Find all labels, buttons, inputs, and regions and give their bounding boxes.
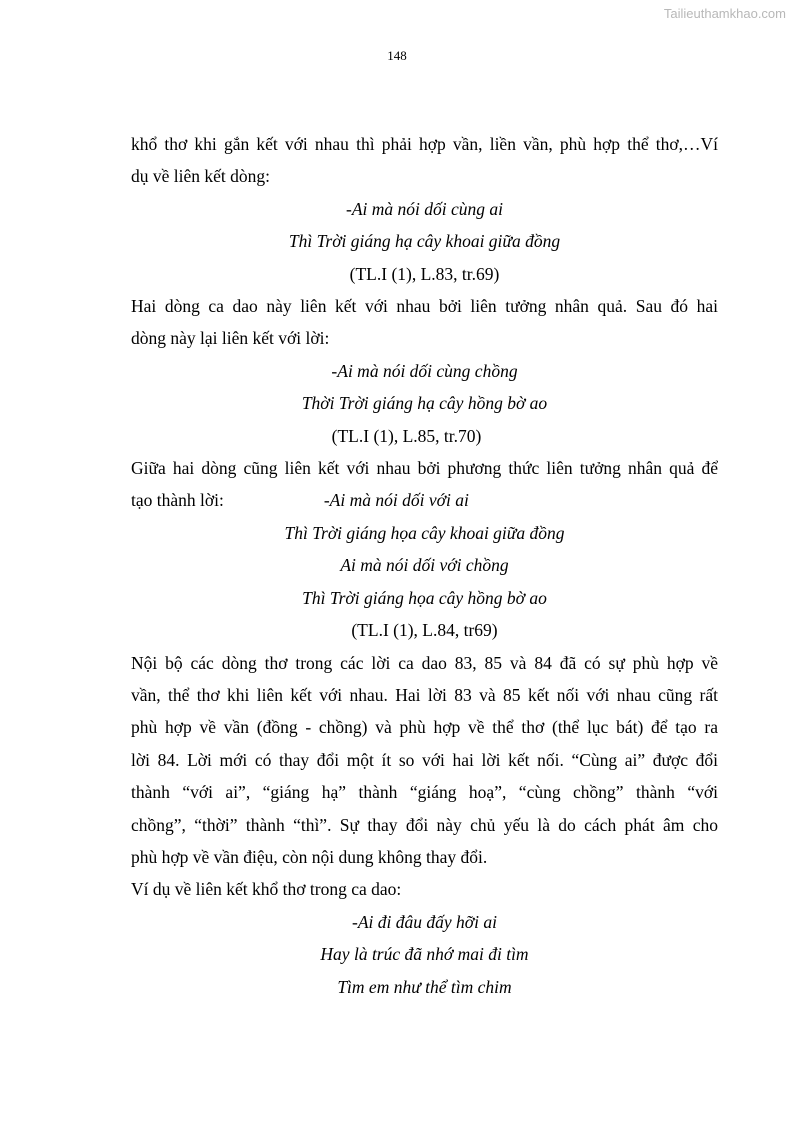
- document-body: [131, 128, 718, 1003]
- paragraph-line-with-verse: [131, 484, 718, 516]
- page-number: 148: [387, 48, 407, 63]
- paragraph-line: Ví dụ về liên kết khổ thơ trong ca dao:: [131, 879, 402, 900]
- verse-line: -Ai mà nói dối cùng chồng: [331, 360, 518, 381]
- paragraph-line: Nội bộ các dòng thơ trong các lời ca dao 83, 85 và 84 đã có sự phù hợp về: [131, 652, 718, 673]
- citation: (TL.I (1), L.85, tr.70): [331, 425, 482, 446]
- verse-line: Tìm em như thể tìm chim: [337, 976, 512, 997]
- verse-line: Ai mà nói dối với chồng: [340, 555, 509, 576]
- paragraph-text: tạo thành lời:: [131, 490, 224, 511]
- verse-line: Thời Trời giáng hạ cây hồng bờ ao: [301, 393, 548, 414]
- paragraph-line: chồng”, “thời” thành “thì”. Sự thay đổi này chủ yếu là do cách phát âm cho: [131, 814, 718, 835]
- verse-line: -Ai đi đâu đấy hỡi ai: [352, 911, 497, 932]
- paragraph-line: dòng này lại liên kết với lời:: [131, 328, 330, 349]
- verse-line: -Ai mà nói dối với ai: [323, 490, 469, 511]
- paragraph-line: lời 84. Lời mới có thay đổi một ít so với hai lời kết nối. “Cùng ai” được đổi: [131, 749, 718, 770]
- paragraph-line: thành “với ai”, “giáng hạ” thành “giáng hoạ”, “cùng chồng” thành “với: [131, 782, 718, 803]
- paragraph-line: phù hợp về vần (đồng - chồng) và phù hợp về thể thơ (thể lục bát) để tạo ra: [131, 717, 718, 738]
- verse-line: Thì Trời giáng hạ cây khoai giữa đồng: [288, 231, 561, 252]
- paragraph-line: Hai dòng ca dao này liên kết với nhau bởi liên tưởng nhân quả. Sau đó hai: [131, 296, 718, 317]
- paragraph-line: Giữa hai dòng cũng liên kết với nhau bởi phương thức liên tưởng nhân quả để: [131, 458, 718, 479]
- verse-line: Thì Trời giáng họa cây hồng bờ ao: [302, 587, 547, 608]
- citation: (TL.I (1), L.83, tr.69): [349, 263, 500, 284]
- paragraph-line: vần, thể thơ khi liên kết với nhau. Hai lời 83 và 85 kết nối với nhau cũng rất: [131, 684, 718, 705]
- verse-line: Thì Trời giáng họa cây khoai giữa đồng: [284, 522, 565, 543]
- verse-line: -Ai mà nói dối cùng ai: [346, 198, 503, 219]
- verse-line: Hay là trúc đã nhớ mai đi tìm: [320, 944, 529, 965]
- watermark: Tailieuthamkhao.com: [663, 6, 786, 21]
- paragraph-line: dụ về liên kết dòng:: [131, 166, 271, 187]
- citation: (TL.I (1), L.84, tr69): [351, 620, 498, 641]
- paragraph-line: phù hợp về vần điệu, còn nội dung không thay đổi.: [131, 846, 488, 867]
- paragraph-line: khổ thơ khi gắn kết với nhau thì phải hợp vần, liền vần, phù hợp thể thơ,…Ví: [131, 134, 718, 154]
